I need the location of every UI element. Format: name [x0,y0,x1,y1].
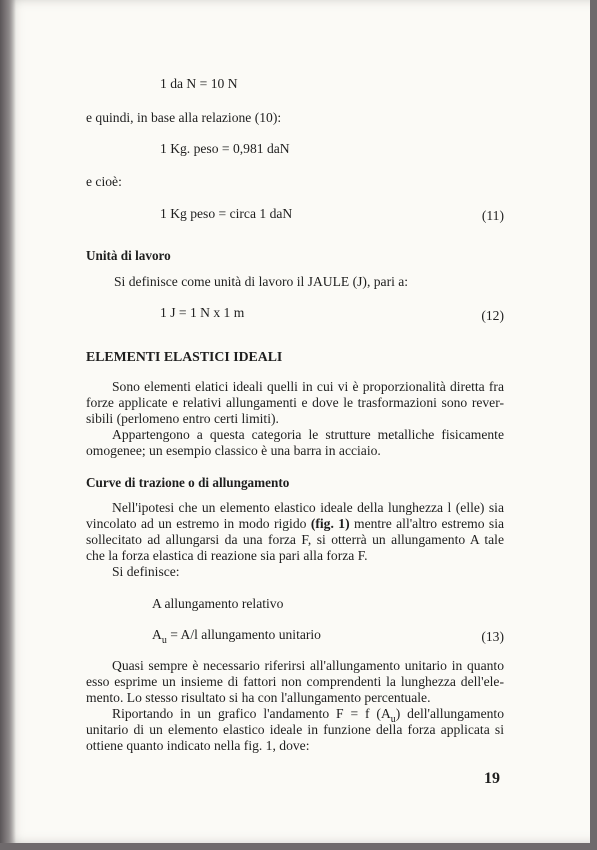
paragraph-line: sibili (perlomeno entro certi limiti). [86,411,279,426]
equation-au: $A_u = A/l$ allungamento unitario [152,627,321,646]
paragraph-line: che la forza elastica di reazione sia pari alla forza F. [86,548,368,563]
text-cioe: e cioè: [86,174,122,189]
heading-unita-di-lavoro: Unità di lavoro [86,248,171,263]
heading-elementi-elastici: ELEMENTI ELASTICI IDEALI [86,349,283,364]
paragraph-line: ottiene quanto indicato nella fig. 1, dove: [86,738,310,753]
paragraph-line: forze applicate e relativi allungamenti e dove le trasformazioni sono rever- [86,395,504,410]
paragraph-line: sollecitato ad allungarsi da una forza F, si otterrà un allungamento A tale [86,532,504,547]
paragraph-line: omogenee; un esempio classico è una barra in acciaio. [86,443,381,458]
text-intro-rel10: e quindi, in base alla relazione (10): [86,110,282,125]
text-def-joule: Si definisce come unità di lavoro il JAULE (J), pari a: [114,274,409,289]
equation-dan: 1 da N = 10 N [160,76,238,91]
equation-joule: 1 J = 1 N x 1 m [160,305,245,320]
paragraph-line: vincolato ad un estremo in modo rigido (fig. 1) mentre all'altro estremo sia [86,516,505,531]
paragraph-elementi [86,379,504,459]
paragraph-line: esso esprime un insieme di fattori non comprendenti la lunghezza dell'ele- [86,674,504,689]
paragraph-ipotesi [86,500,504,580]
paragraph-line: Si definisce: [112,564,180,579]
paragraph-line: Quasi sempre è necessario riferirsi all'allungamento unitario in quanto [112,658,504,673]
equation-number-13: (13) [481,629,504,644]
paragraph-line: unitario di un elemento elastico ideale in funzione della forza applicata si [86,722,504,737]
heading-curve-trazione: Curve di trazione o di allungamento [86,475,290,490]
paragraph-line: Appartengono a questa categoria le strutture metalliche fisicamente [112,427,504,442]
book-spine-shadow [0,0,16,843]
paragraph-quasi-sempre [86,658,504,754]
paragraph-line: Nell'ipotesi che un elemento elastico ideale della lunghezza l (elle) sia [112,500,504,515]
page-number: 19 [484,770,500,787]
text-def-allungamento: A allungamento relativo [152,596,284,611]
equation-number-11: (11) [481,208,504,223]
equation-kg-circa: 1 Kg peso = circa 1 daN [160,206,293,221]
paragraph-line: Riportando in un grafico l'andamento F = f $(A_u)$ dell'allungamento [112,706,504,725]
paragraph-line: mento. Lo stesso risultato si ha con l'allungamento percentuale. [86,690,431,705]
figure-reference: (fig. 1) [310,516,350,531]
equation-number-12: (12) [481,308,504,323]
equation-kg-peso: 1 Kg. peso = 0,981 daN [160,141,290,156]
paragraph-line: Sono elementi elatici ideali quelli in cui vi è proporzionalità diretta fra [112,379,504,394]
